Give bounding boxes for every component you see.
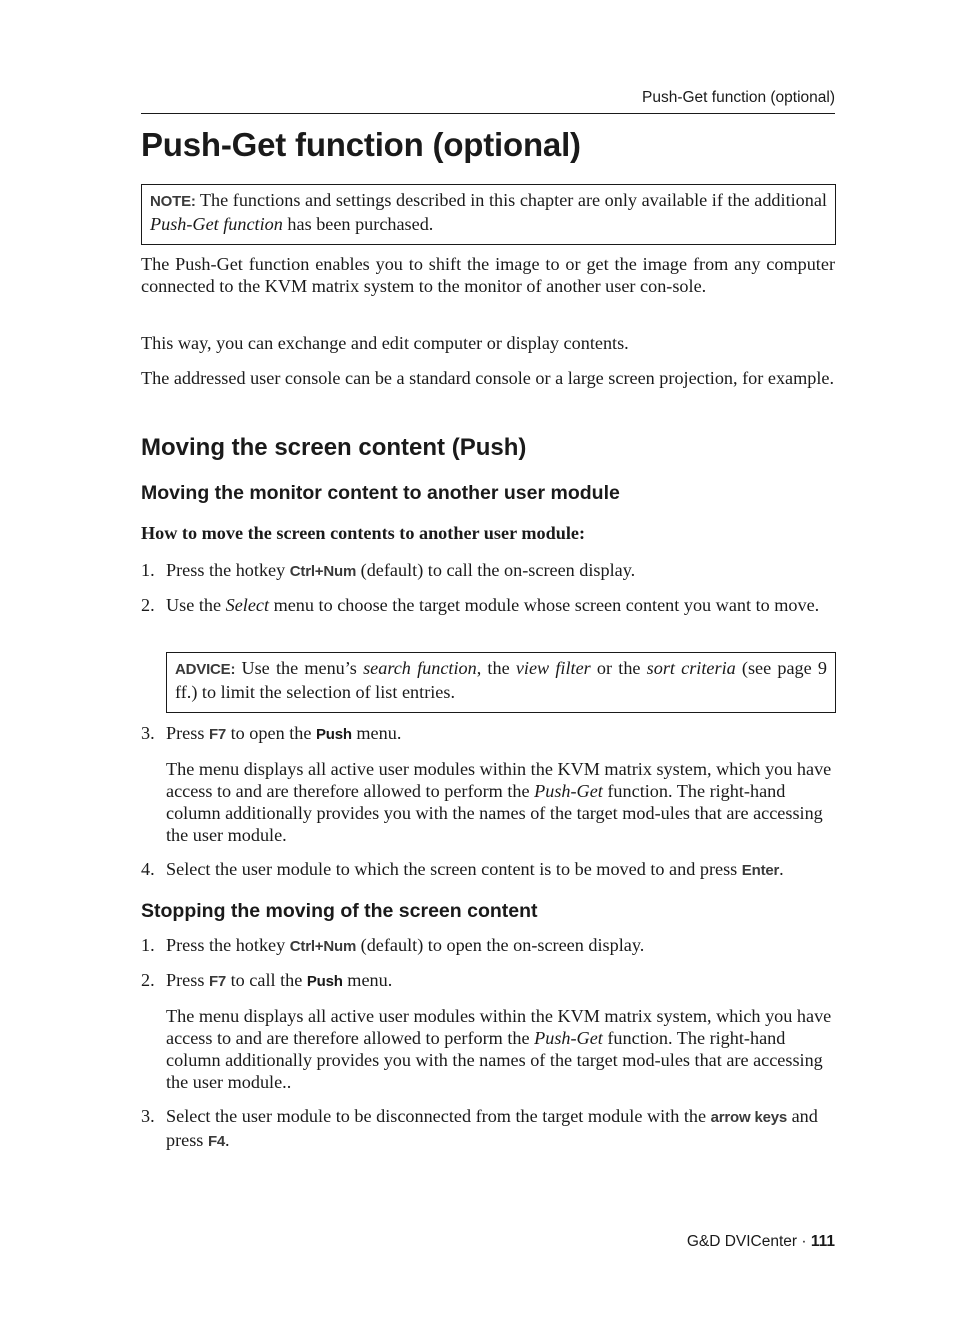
hotkey: F7 xyxy=(208,973,227,990)
hotkey: F4 xyxy=(207,1133,226,1150)
subheading-monitor-content: Moving the monitor content to another user module xyxy=(141,482,620,504)
step-number: 1. xyxy=(141,935,155,955)
procedure-title: How to move the screen contents to another user module: xyxy=(141,523,586,543)
intro-paragraph-1: The Push-Get function enables you to shift the image to or get the image from any computer connected to the KVM matrix system to the monitor of another user con-sole. xyxy=(141,254,835,296)
hotkey: Ctrl+Num xyxy=(289,563,357,580)
intro-paragraph-2: This way, you can exchange and edit computer or display contents. xyxy=(141,333,629,353)
hotkey: Ctrl+Num xyxy=(289,938,357,955)
step-number: 2. xyxy=(141,595,155,615)
advice-italic-sort: sort criteria xyxy=(646,658,736,678)
push-step-3-description: The menu displays all active user modules within the KVM matrix system, which you have access to and are therefore allowed to perform the Push-Get function. The right-hand column additionally provides you with the names of the target mod-ules that are accessing the user module. xyxy=(166,759,832,845)
running-header: Push-Get function (optional) xyxy=(642,89,835,106)
step-number: 4. xyxy=(141,859,155,879)
page-number: 111 xyxy=(810,1233,835,1250)
stop-step-2-description: The menu displays all active user modules within the KVM matrix system, which you have access to and are therefore allowed to perform the Push-Get function. The right-hand column additionally provides you with the names of the target mod-ules that are accessing the user module.. xyxy=(166,1006,832,1092)
step-text: Press the hotkey Ctrl+Num (default) to open the on-screen display. xyxy=(166,935,645,955)
step-number: 1. xyxy=(141,560,155,580)
note-text-2: has been purchased. xyxy=(282,214,434,234)
note-box xyxy=(141,184,836,245)
header-rule xyxy=(141,113,835,114)
note-text-1: The functions and settings described in this chapter are only available if the additional xyxy=(195,190,827,210)
step-text: Press the hotkey Ctrl+Num (default) to call the on-screen display. xyxy=(166,560,636,580)
step-number: 3. xyxy=(141,723,155,743)
note-label: NOTE: xyxy=(150,193,196,210)
page-footer xyxy=(687,1233,835,1251)
hotkey: arrow keys xyxy=(710,1109,788,1126)
menu-name: Select xyxy=(225,595,270,615)
subheading-stopping: Stopping the moving of the screen content xyxy=(141,900,538,922)
step-number: 2. xyxy=(141,970,155,990)
footer-product: G&D DVICenter · xyxy=(686,1233,811,1250)
intro-paragraph-3: The addressed user console can be a standard console or a large screen projection, for example. xyxy=(141,368,835,388)
menu-name: Push xyxy=(306,973,343,990)
advice-label: ADVICE: xyxy=(175,661,236,678)
step-text: Select the user module to which the screen content is to be moved to and press Enter. xyxy=(166,859,784,879)
step-number: 3. xyxy=(141,1106,155,1126)
advice-italic-filter: view filter xyxy=(515,658,591,678)
note-italic: Push-Get function xyxy=(150,214,283,234)
hotkey: F7 xyxy=(208,726,227,743)
section-heading-push: Moving the screen content (Push) xyxy=(141,434,527,461)
hotkey: Enter xyxy=(741,862,780,879)
step-text: Select the user module to be disconnected from the target module with the arrow keys and press F4. xyxy=(166,1106,818,1150)
step-text: Press F7 to call the Push menu. xyxy=(166,970,393,990)
menu-name: Push xyxy=(315,726,352,743)
page-title: Push-Get function (optional) xyxy=(141,126,581,163)
step-text: Press F7 to open the Push menu. xyxy=(166,723,402,743)
step-text: Use the Select menu to choose the target module whose screen content you want to move. xyxy=(166,595,820,615)
advice-box: ADVICE: Use the menu’s search function, the view filter or the sort criteria (see page 9 ff.) to limit the selection of list entries. xyxy=(166,652,836,713)
advice-italic-search: search function xyxy=(363,658,477,678)
